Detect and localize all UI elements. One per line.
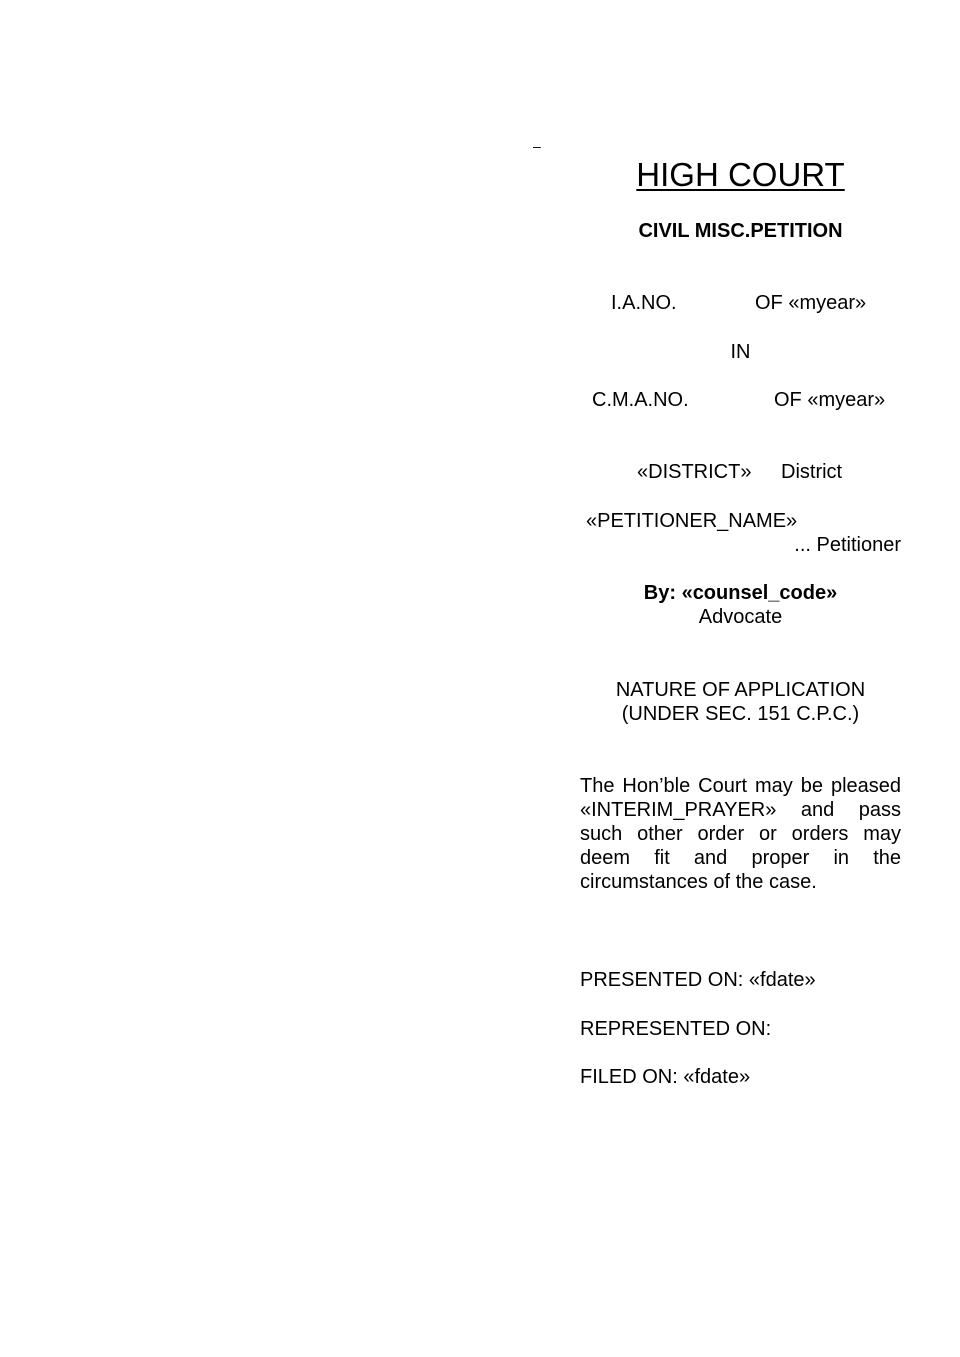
- petition-type: CIVIL MISC.PETITION: [638, 220, 843, 242]
- cma-number-label: C.M.A.NO.: [592, 389, 689, 411]
- counsel-code: By: «counsel_code»: [643, 582, 838, 604]
- counsel-block: [580, 581, 901, 629]
- represented-on: REPRESENTED ON:: [580, 1018, 772, 1040]
- district-row: [580, 460, 901, 484]
- district-field: «DISTRICT»: [637, 461, 752, 483]
- presented-on: PRESENTED ON: «fdate»: [580, 969, 816, 991]
- counsel-role: Advocate: [698, 606, 783, 628]
- ia-year: OF «myear»: [755, 292, 867, 314]
- petitioner-name: «PETITIONER_NAME»: [586, 510, 798, 532]
- prayer-paragraph: The Hon’ble Court may be pleased «INTERIM_PRAYER» and pass such other order or orders may deem fit and proper in the circumstances of the case.: [580, 775, 901, 893]
- court-title: HIGH COURT: [636, 156, 845, 193]
- ia-number-row: [580, 291, 901, 315]
- margin-mark: –: [533, 138, 541, 154]
- nature-section: (UNDER SEC. 151 C.P.C.): [621, 703, 860, 725]
- in-connector: IN: [730, 341, 751, 363]
- ia-number-label: I.A.NO.: [611, 292, 677, 314]
- filed-on: FILED ON: «fdate»: [580, 1066, 751, 1088]
- petitioner-role: ... Petitioner: [794, 534, 901, 556]
- nature-heading: NATURE OF APPLICATION: [615, 679, 866, 701]
- cma-number-row: [580, 388, 901, 412]
- cma-year: OF «myear»: [774, 389, 886, 411]
- district-label: District: [781, 461, 843, 483]
